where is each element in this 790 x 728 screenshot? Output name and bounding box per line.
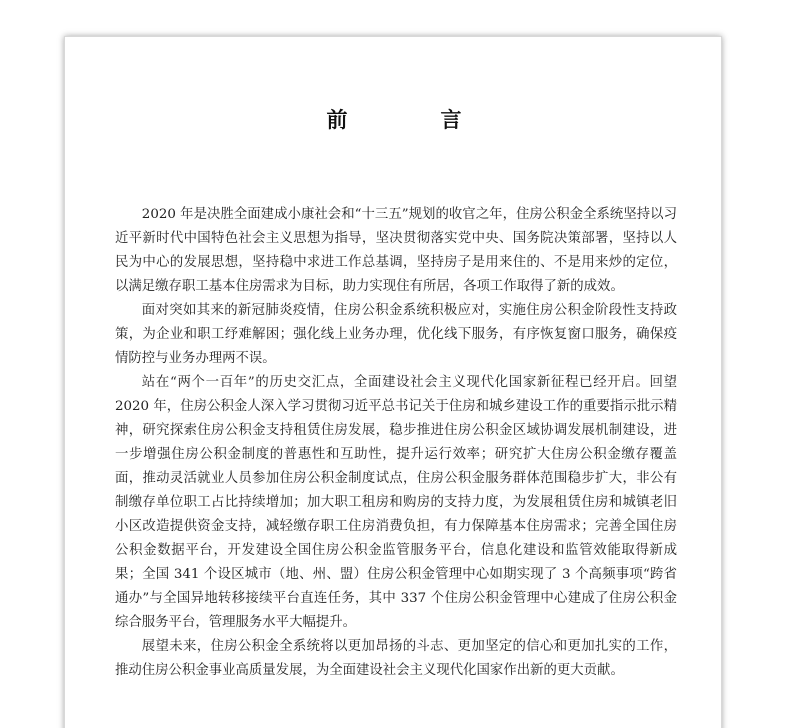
paragraph-review-2020: 站在“两个一百年”的历史交汇点，全面建设社会主义现代化国家新征程已经开启。回望 2020 年，住房公积金人深入学习贯彻习近平总书记关于住房和城乡建设工作的重要指示批示精神，研究探索住房公积金支持租赁住房发展，稳步推进住房公积金区域协调发展机制建设，进一步增强住房公积金制度的普惠性和互助性，提升运行效率；研究扩大住房公积金缴存覆盖面，推动灵活就业人员参加住房公积金制度试点，住房公积金服务群体范围稳步扩大，非公有制缴存单位职工占比持续增加；加大职工租房和购房的支持力度，为发展租赁住房和城镇老旧小区改造提供资金支持，减轻缴存职工住房消费负担，有力保障基本住房需求；完善全国住房公积金数据平台，开发建设全国住房公积金监管服务平台，信息化建设和监管效能取得新成果；全国 341 个设区城市（地、州、盟）住房公积金管理中心如期实现了 3 个高频事项“跨省通办”与全国异地转移接续平台直连任务，其中 337 个住房公积金管理中心建成了住房公积金综合服务平台，管理服务水平大幅提升。 [115, 375, 677, 630]
document-page [64, 36, 722, 728]
document-body [115, 203, 677, 683]
page-title: 前 言 [326, 107, 498, 132]
paragraph-pandemic-response: 面对突如其来的新冠肺炎疫情，住房公积金系统积极应对，实施住房公积金阶段性支持政策，为企业和职工纾难解困；强化线上业务办理，优化线下服务，有序恢复窗口服务，确保疫情防控与业务办理两不误。 [115, 303, 677, 366]
paragraph-outlook: 展望未来，住房公积金全系统将以更加昂扬的斗志、更加坚定的信心和更加扎实的工作，推动住房公积金事业高质量发展，为全面建设社会主义现代化国家作出新的更大贡献。 [115, 639, 677, 678]
paragraph-intro: 2020 年是决胜全面建成小康社会和“十三五”规划的收官之年，住房公积金全系统坚持以习近平新时代中国特色社会主义思想为指导，坚决贯彻落实党中央、国务院决策部署，坚持以人民为中心的发展思想，坚持稳中求进工作总基调，坚持房子是用来住的、不是用来炒的定位，以满足缴存职工基本住房需求为目标，助力实现住有所居，各项工作取得了新的成效。 [115, 207, 677, 294]
